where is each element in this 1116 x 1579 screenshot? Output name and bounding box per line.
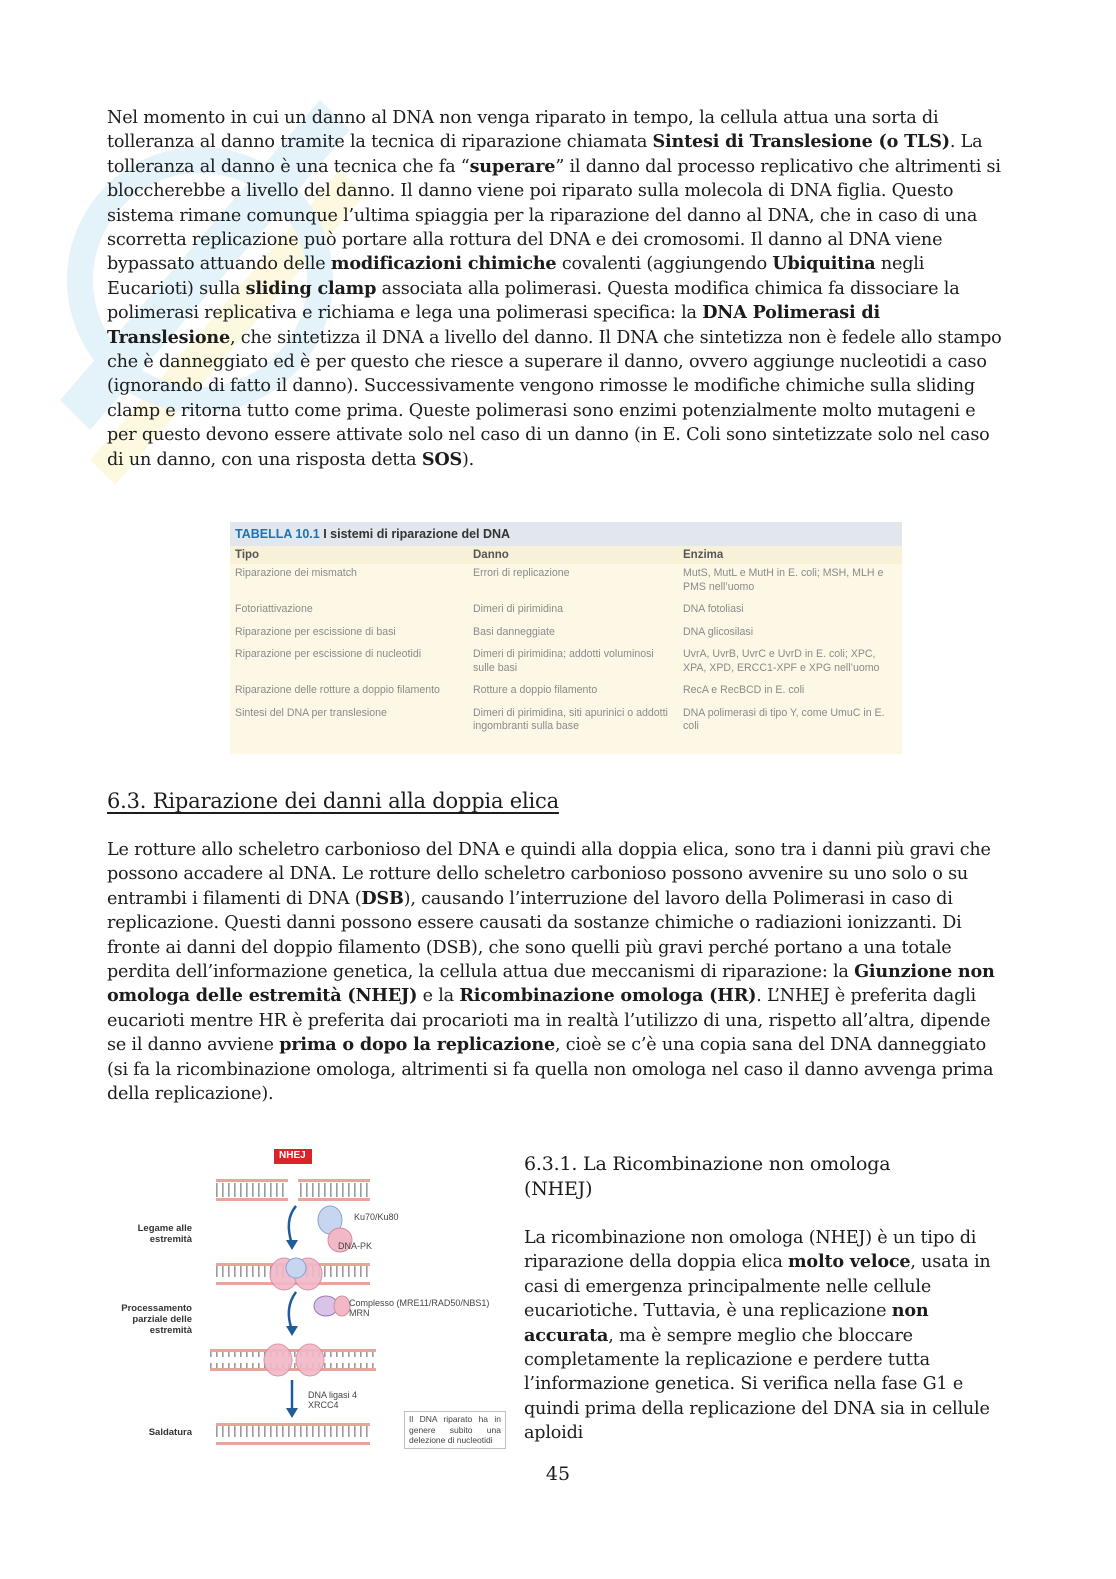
table-cell: Rotture a doppio filamento <box>473 684 598 696</box>
ku-label: Ku70/Ku80 <box>354 1212 399 1222</box>
table-cell: Basi danneggiate <box>473 625 555 638</box>
table-cell: Errori di replicazione <box>473 567 570 579</box>
paragraph-nhej: La ricombinazione non omologa (NHEJ) è un tipo di riparazione della doppia elica molto veloce, usata in casi di emergenza principalmente nelle cellule eucariotiche. Tuttavia, è una replicazione non accurata, ma è sempre meglio che bloccare completamente la replicazione e perdere tutta l’informazione genetica. Si verifica nella fase G1 e quindi prima della replicazione del DNA sia in cellule aploidi <box>524 1228 991 1444</box>
table-cell: Dimeri di pirimidina, siti apurinici o addotti ingombranti sulla base <box>473 706 668 732</box>
dna-repair-table <box>230 522 902 754</box>
table-row <box>230 600 902 623</box>
dna-broken <box>216 1179 370 1201</box>
table-cell: Fotoriattivazione <box>235 603 313 615</box>
table-grid <box>230 546 902 740</box>
table-cell: UvrA, UvrB, UvrC e UvrD in E. coli; XPC, XPA, XPD, ERCC1-XPF e XPG nell’uomo <box>683 648 880 674</box>
paragraph-dsb: Le rotture allo scheletro carbonioso del DNA e quindi alla doppia elica, sono tra i danni più gravi che possono accadere al DNA. Le rotture dello scheletro carbonioso possono avvenire su uno solo o su entrambi i filamenti di DNA (DSB), causando l’interruzione del lavoro della Polimerasi in caso di replicazione. Questi danni possono essere causati da sostanze chimiche o radiazioni ionizzanti. Di fronte ai danni del doppio filamento (DSB), che sono quelli più gravi perché portano a una totale perdita dell’informazione genetica, la cellula attua due meccanismi di riparazione: la Giunzione non omologa delle estremità (NHEJ) e la Ricombinazione omologa (HR). L’NHEJ è preferita dagli eucarioti mentre HR è preferita dai procarioti ma in realtà l’utilizzo di una, rispetto all’altra, dipende se il danno avviene prima o dopo la replicazione, cioè se c’è una copia sana del DNA danneggiato (si fa la ricombinazione omologa, altrimenti si fa quella non omologa nel caso il danno avvenga prima della replicazione). <box>107 840 995 1105</box>
dna-bound <box>216 1258 370 1290</box>
table-header: Danno <box>468 546 678 564</box>
dnapk-label: DNA-PK <box>338 1241 373 1251</box>
table-row <box>230 623 902 646</box>
table-header: Tipo <box>230 546 468 564</box>
dna-processed <box>210 1344 376 1376</box>
table-cell: RecA e RecBCD in E. coli <box>683 684 805 696</box>
table-cell: DNA polimerasi di tipo Y, come UmuC in E. coli <box>683 706 885 732</box>
mrn-short-label: MRN <box>349 1308 370 1318</box>
table-cell: Riparazione delle rotture a doppio filamento <box>235 684 440 696</box>
table-caption: I sistemi di riparazione del DNA <box>323 527 511 541</box>
figure-note: Il DNA riparato ha in genere subito una delezione di nucleotidi <box>404 1411 506 1449</box>
table-row <box>230 564 902 600</box>
paragraph-tls: Nel momento in cui un danno al DNA non venga riparato in tempo, la cellula attua una sorta di tolleranza al danno tramite la tecnica di riparazione chiamata Sintesi di Translesione (o TLS). La tolleranza al danno è una tecnica che fa “superare” il danno dal processo replicativo che altrimenti si bloccherebbe a livello del danno. Il danno viene poi riparato sulla molecola di DNA figlia. Questo sistema rimane comunque l’ultima spiaggia per la riparazione del danno al DNA, che in caso di una scorretta replicazione può portare alla rottura del DNA e dei cromosomi. Il danno al DNA viene bypassato attuando delle modificazioni chimiche covalenti (aggiungendo Ubiquitina negli Eucarioti) sulla sliding clamp associata alla polimerasi. Questa modifica chimica fa dissociare la polimerasi replicativa e richiama e lega una polimerasi specifica: la DNA Polimerasi di Translesione, che sintetizza il DNA a livello del danno. Il DNA che sintetizza non è fedele allo stampo che è danneggiato ed è per questo che riesce a superare il danno, ovvero aggiunge nucleotidi a caso (ignorando di fatto il danno). Successivamente vengono rimosse le modifiche chimiche sulla sliding clamp e ritorna tutto come prima. Queste polimerasi sono enzimi potenzialmente molto mutageni e per questo devono essere attivate solo nel caso di un danno (in E. Coli sono sintetizzate solo nel caso di un danno, con una risposta detta SOS). <box>107 108 1002 470</box>
table-row <box>230 704 902 740</box>
page-number: 45 <box>545 1463 571 1485</box>
step-label-binding: Legame alle estremità <box>137 1223 192 1245</box>
table-cell: Dimeri di pirimidina <box>473 603 564 615</box>
table-row <box>230 681 902 704</box>
table-cell: Riparazione per escissione di nucleotidi <box>235 648 422 660</box>
table-cell: MutS, MutL e MutH in E. coli; MSH, MLH e PMS nell’uomo <box>683 567 884 593</box>
dna-sealed <box>216 1423 370 1445</box>
step-label-processing: Processamento parziale delle estremità <box>121 1303 192 1336</box>
table-header: Enzima <box>678 546 902 564</box>
xrcc4-label: XRCC4 <box>308 1400 339 1410</box>
mrn-label: Complesso (MRE11/RAD50/NBS1) <box>349 1298 490 1308</box>
table-label: TABELLA 10.1 <box>235 527 320 541</box>
table-cell: DNA glicosilasi <box>683 625 754 638</box>
step-label-sealing: Saldatura <box>148 1427 192 1438</box>
table-cell: Dimeri di pirimidina; addotti voluminosi sulle basi <box>473 648 654 674</box>
table-row <box>230 645 902 681</box>
table-cell: Riparazione dei mismatch <box>235 567 357 579</box>
table-cell: Sintesi del DNA per translesione <box>235 706 387 719</box>
section-heading: 6.3. Riparazione dei danni alla doppia elica <box>107 789 559 813</box>
nhej-badge: NHEJ <box>279 1150 306 1161</box>
table-cell: Riparazione per escissione di basi <box>235 625 396 638</box>
table-title <box>230 522 902 546</box>
subsection-heading: 6.3.1. La Ricombinazione non omologa (NHEJ) <box>524 1153 891 1200</box>
table-cell: DNA fotoliasi <box>683 603 744 615</box>
ligase-label: DNA ligasi 4 <box>308 1390 358 1400</box>
